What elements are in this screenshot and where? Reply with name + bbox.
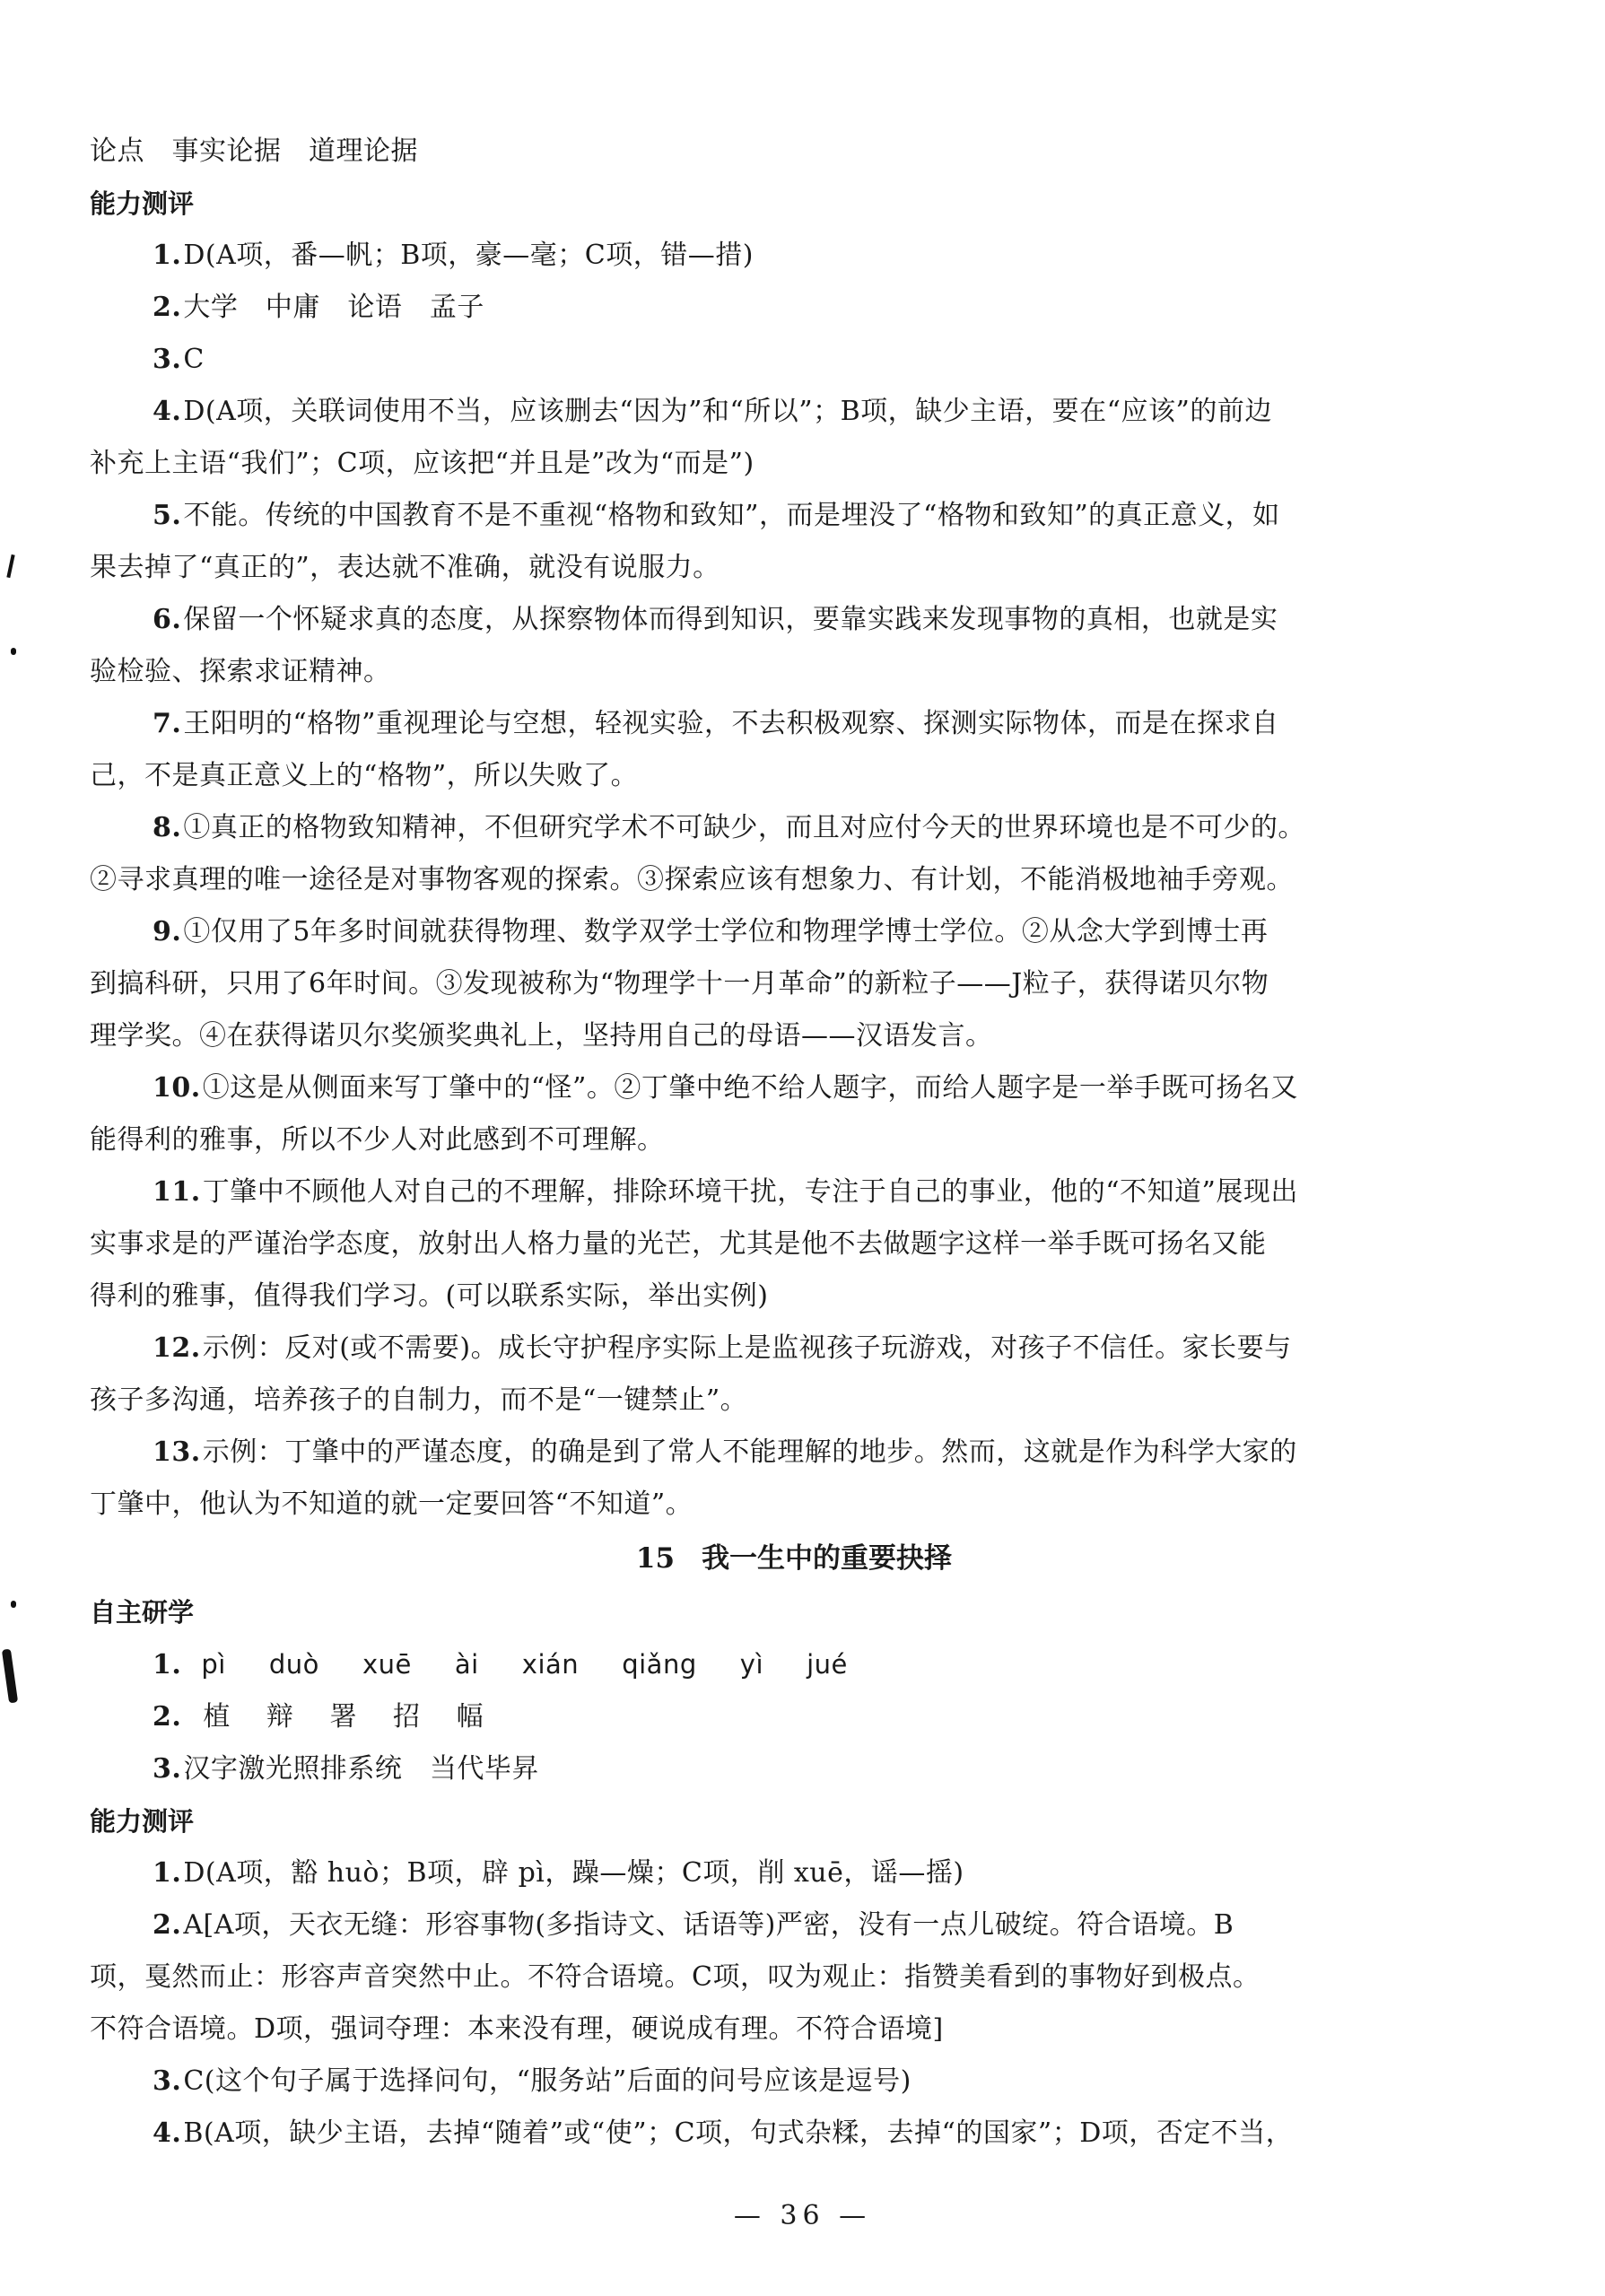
answer-12 bbox=[90, 1323, 1391, 1375]
section-number: 15 bbox=[635, 1542, 676, 1575]
answer-text: D(A项，番—帆；B项，豪—毫；C项，错—措) bbox=[183, 240, 754, 271]
section-name: 我一生中的重要抉择 bbox=[702, 1542, 953, 1575]
test2-answer-2-cont: 不符合语境。D项，强词夺理：本来没有理，硬说成有理。不符合语境] bbox=[90, 2013, 944, 2045]
answer-num: 2. bbox=[153, 292, 182, 323]
pinyin-answer bbox=[90, 1638, 1391, 1691]
ability-test-heading: 能力测评 bbox=[90, 188, 195, 219]
answer-num: 1. bbox=[153, 1649, 182, 1681]
scan-mark bbox=[6, 554, 14, 578]
pinyin-item: jué bbox=[807, 1649, 848, 1680]
answer-13-cont: 丁肇中，他认为不知道的就一定要回答“不知道”。 bbox=[90, 1488, 693, 1520]
answer-2 bbox=[90, 282, 1391, 334]
answer-9-cont: 理学奖。④在获得诺贝尔奖颁奖典礼上，坚持用自己的母语——汉语发言。 bbox=[90, 1020, 993, 1052]
answer-text: D(A项，豁 huò；B项，辟 pì，躁—燥；C项，削 xuē，谣—摇) bbox=[183, 1857, 964, 1889]
pinyin-item: xuē bbox=[362, 1649, 412, 1680]
answer-11 bbox=[90, 1166, 1391, 1218]
scan-mark bbox=[11, 648, 16, 655]
pinyin-item: yì bbox=[739, 1649, 764, 1680]
answer-text: ①仅用了5年多时间就获得物理、数学双学士学位和物理学博士学位。②从念大学到博士再 bbox=[183, 916, 1269, 947]
answer-num: 10. bbox=[153, 1072, 201, 1104]
answer-5 bbox=[90, 490, 1391, 542]
test2-answer-1 bbox=[90, 1847, 1391, 1899]
answer-num: 11. bbox=[153, 1176, 201, 1208]
answer-9-cont: 到搞科研，只用了6年时间。③发现被称为“物理学十一月革命”的新粒子——J粒子，获得诺贝尔物 bbox=[90, 968, 1269, 1000]
test2-answer-2-cont: 项，戛然而止：形容声音突然中止。不符合语境。C项，叹为观止：指赞美看到的事物好到极点。 bbox=[90, 1961, 1260, 1993]
answer-num: 8. bbox=[153, 812, 182, 843]
answer-text: D(A项，关联词使用不当，应该删去“因为”和“所以”；B项，缺少主语，要在“应该”的前边 bbox=[183, 396, 1272, 427]
answer-6-cont: 验检验、探索求证精神。 bbox=[90, 656, 391, 687]
ability-test-heading-2: 能力测评 bbox=[90, 1806, 195, 1837]
answer-page bbox=[90, 126, 1391, 2160]
answer-text: 示例：反对(或不需要)。成长守护程序实际上是监视孩子玩游戏，对孩子不信任。家长要与 bbox=[202, 1332, 1292, 1364]
answer-num: 1. bbox=[153, 240, 182, 271]
answer-num: 2. bbox=[153, 1701, 182, 1733]
answer-1 bbox=[90, 230, 1391, 282]
scan-mark bbox=[11, 1601, 16, 1608]
answer-10-cont: 能得利的雅事，所以不少人对此感到不可理解。 bbox=[90, 1124, 665, 1156]
intro-line: 论点 事实论据 道理论据 bbox=[90, 135, 418, 167]
answer-text: 示例：丁肇中的严谨态度，的确是到了常人不能理解的地步。然而，这就是作为科学大家的 bbox=[202, 1436, 1297, 1468]
answer-text: 王阳明的“格物”重视理论与空想，轻视实验，不去积极观察、探测实际物体，而是在探求自 bbox=[183, 708, 1279, 739]
answer-7 bbox=[90, 698, 1391, 750]
answer-12-cont: 孩子多沟通，培养孩子的自制力，而不是“一键禁止”。 bbox=[90, 1384, 748, 1416]
answer-text: 大学 中庸 论语 孟子 bbox=[183, 292, 484, 323]
answer-4-cont: 补充上主语“我们”；C项，应该把“并且是”改为“而是”) bbox=[90, 448, 755, 479]
answer-5-cont: 果去掉了“真正的”，表达就不准确，就没有说服力。 bbox=[90, 552, 720, 583]
answer-9 bbox=[90, 906, 1391, 958]
pinyin-item: xián bbox=[521, 1649, 580, 1680]
answer-num: 4. bbox=[153, 2117, 182, 2149]
answer-text: B(A项，缺少主语，去掉“随着”或“使”；C项，句式杂糅，去掉“的国家”；D项，否定不当， bbox=[183, 2117, 1294, 2149]
answer-num: 1. bbox=[153, 1857, 182, 1889]
answer-6 bbox=[90, 594, 1391, 646]
answer-7-cont: 己，不是真正意义上的“格物”，所以失败了。 bbox=[90, 760, 639, 791]
char-item: 辩 bbox=[266, 1701, 294, 1733]
answer-num: 5. bbox=[153, 500, 182, 531]
char-item: 署 bbox=[329, 1701, 357, 1733]
answer-13 bbox=[90, 1427, 1391, 1479]
section-title bbox=[90, 1531, 1391, 1586]
answer-num: 13. bbox=[153, 1436, 201, 1468]
pinyin-item: duò bbox=[268, 1649, 319, 1680]
answer-text: 不能。传统的中国教育不是不重视“格物和致知”，而是埋没了“格物和致知”的真正意义，如 bbox=[183, 500, 1280, 531]
answer-10 bbox=[90, 1062, 1391, 1114]
char-item: 幅 bbox=[456, 1701, 484, 1733]
answer-num: 7. bbox=[153, 708, 182, 739]
pinyin-item: ài bbox=[454, 1649, 479, 1680]
answer-num: 3. bbox=[153, 344, 182, 375]
answer-num: 9. bbox=[153, 916, 182, 947]
test2-answer-4 bbox=[90, 2108, 1391, 2160]
answer-text: ①这是从侧面来写丁肇中的“怪”。②丁肇中绝不给人题字，而给人题字是一举手既可扬名又 bbox=[202, 1072, 1298, 1104]
answer-text: 汉字激光照排系统 当代毕昇 bbox=[183, 1753, 539, 1785]
answer-text: C bbox=[183, 344, 205, 375]
answer-num: 12. bbox=[153, 1332, 201, 1364]
test2-answer-3 bbox=[90, 2056, 1391, 2108]
answer-8-cont: ②寻求真理的唯一途径是对事物客观的探索。③探索应该有想象力、有计划，不能消极地袖手旁观。 bbox=[90, 864, 1294, 895]
answer-4 bbox=[90, 386, 1391, 438]
answer-text: C(这个句子属于选择问句，“服务站”后面的问号应该是逗号) bbox=[183, 2065, 912, 2097]
self-study-heading: 自主研学 bbox=[90, 1597, 195, 1628]
chars-answer bbox=[90, 1691, 1391, 1743]
pinyin-item: pì bbox=[201, 1649, 226, 1680]
answer-3 bbox=[90, 334, 1391, 386]
self-study-answer-3 bbox=[90, 1743, 1391, 1795]
pinyin-item: qiǎng bbox=[622, 1649, 697, 1680]
answer-num: 6. bbox=[153, 604, 182, 635]
answer-11-cont: 实事求是的严谨治学态度，放射出人格力量的光芒，尤其是他不去做题字这样一举手既可扬名又能 bbox=[90, 1228, 1267, 1260]
scan-mark bbox=[2, 1649, 18, 1704]
answer-num: 3. bbox=[153, 2065, 182, 2097]
answer-11-cont: 得利的雅事，值得我们学习。(可以联系实际，举出实例) bbox=[90, 1280, 769, 1312]
answer-text: A[A项，天衣无缝：形容事物(多指诗文、话语等)严密，没有一点儿破绽。符合语境。B bbox=[183, 1909, 1234, 1941]
answer-text: 保留一个怀疑求真的态度，从探察物体而得到知识，要靠实践来发现事物的真相，也就是实 bbox=[183, 604, 1278, 635]
answer-text: ①真正的格物致知精神，不但研究学术不可缺少，而且对应付今天的世界环境也是不可少的。 bbox=[183, 812, 1305, 843]
char-item: 招 bbox=[393, 1701, 421, 1733]
answer-text: 丁肇中不顾他人对自己的不理解，排除环境干扰，专注于自己的事业，他的“不知道”展现出 bbox=[202, 1176, 1298, 1208]
page-number: — 36 — bbox=[733, 2200, 872, 2231]
answer-num: 2. bbox=[153, 1909, 182, 1941]
answer-num: 4. bbox=[153, 396, 182, 427]
char-item: 植 bbox=[203, 1701, 231, 1733]
test2-answer-2 bbox=[90, 1899, 1391, 1951]
answer-num: 3. bbox=[153, 1753, 182, 1785]
answer-8 bbox=[90, 802, 1391, 854]
